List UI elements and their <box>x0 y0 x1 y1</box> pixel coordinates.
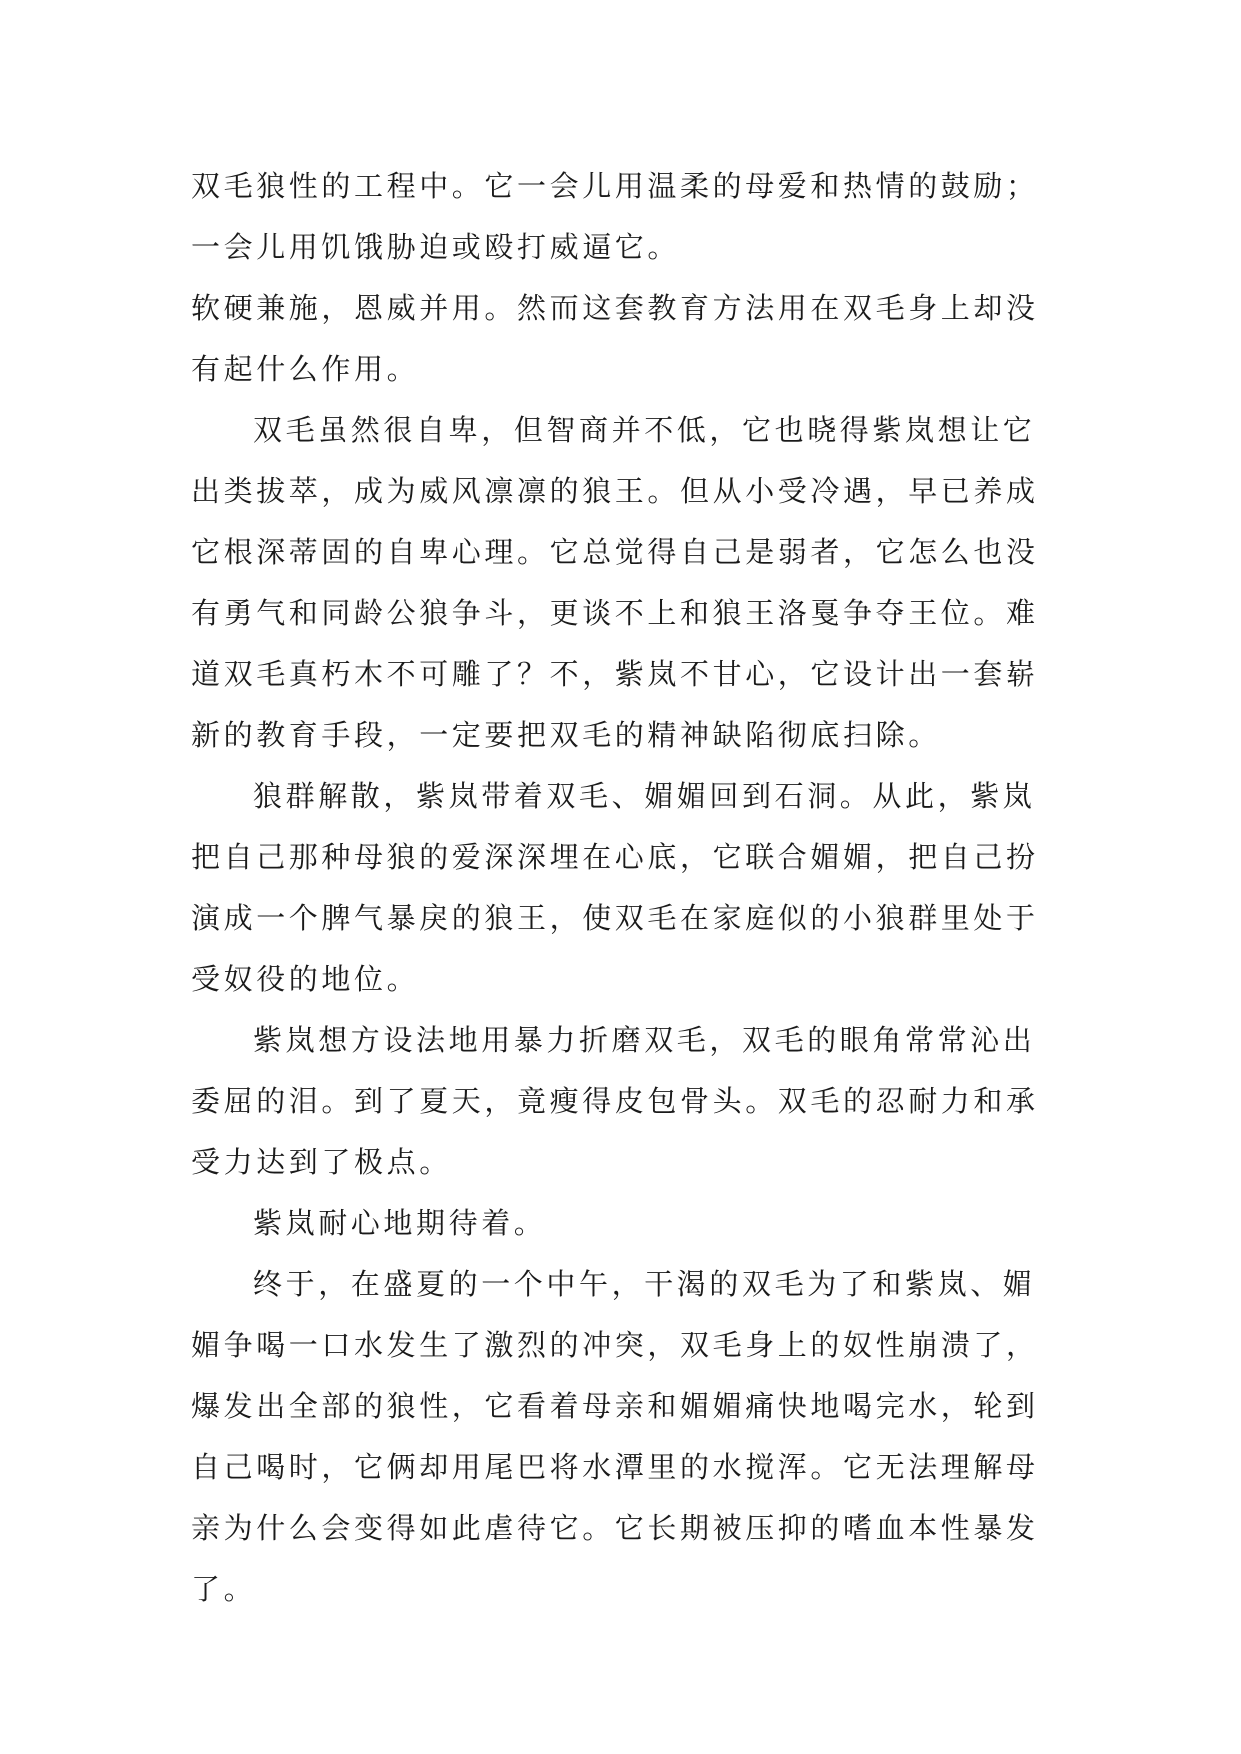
text-line: 终于，在盛夏的一个中午，干渴的双毛为了和紫岚、媚 <box>253 1267 1036 1301</box>
text-line: 演成一个脾气暴戾的狼王，使双毛在家庭似的小狼群里处于 <box>191 901 1039 935</box>
text-line: 爆发出全部的狼性，它看着母亲和媚媚痛快地喝完水，轮到 <box>191 1389 1039 1423</box>
text-line: 委屈的泪。到了夏天，竟瘦得皮包骨头。双毛的忍耐力和承 <box>191 1084 1039 1118</box>
text-line: 紫岚想方设法地用暴力折磨双毛，双毛的眼角常常沁出 <box>253 1023 1036 1057</box>
text-line: 亲为什么会变得如此虐待它。它长期被压抑的嗜血本性暴发 <box>191 1511 1039 1545</box>
text-line: 了。 <box>191 1572 257 1606</box>
text-line: 一会儿用饥饿胁迫或殴打威逼它。 <box>191 230 681 264</box>
text-line: 双毛狼性的工程中。它一会儿用温柔的母爱和热情的鼓励； <box>191 169 1039 203</box>
text-line: 软硬兼施，恩威并用。然而这套教育方法用在双毛身上却没 <box>191 291 1039 325</box>
text-line: 媚争喝一口水发生了激烈的冲突，双毛身上的奴性崩溃了， <box>191 1328 1039 1362</box>
text-line: 出类拔萃，成为威风凛凛的狼王。但从小受冷遇，早已养成 <box>191 474 1039 508</box>
text-line: 它根深蒂固的自卑心理。它总觉得自己是弱者，它怎么也没 <box>191 535 1039 569</box>
text-line: 受奴役的地位。 <box>191 962 420 996</box>
body-text <box>191 156 1051 1620</box>
text-line: 受力达到了极点。 <box>191 1145 452 1179</box>
text-line: 紫岚耐心地期待着。 <box>253 1206 547 1240</box>
text-line: 双毛虽然很自卑，但智商并不低，它也晓得紫岚想让它 <box>253 413 1036 447</box>
text-line: 道双毛真朽木不可雕了？不，紫岚不甘心，它设计出一套崭 <box>191 657 1039 691</box>
text-line: 新的教育手段，一定要把双毛的精神缺陷彻底扫除。 <box>191 718 941 752</box>
text-line: 狼群解散，紫岚带着双毛、媚媚回到石洞。从此，紫岚 <box>253 779 1036 813</box>
text-line: 有勇气和同龄公狼争斗，更谈不上和狼王洛戛争夺王位。难 <box>191 596 1039 630</box>
text-line: 自己喝时，它俩却用尾巴将水潭里的水搅浑。它无法理解母 <box>191 1450 1039 1484</box>
text-line: 把自己那种母狼的爱深深埋在心底，它联合媚媚，把自己扮 <box>191 840 1039 874</box>
text-line: 有起什么作用。 <box>191 352 420 386</box>
